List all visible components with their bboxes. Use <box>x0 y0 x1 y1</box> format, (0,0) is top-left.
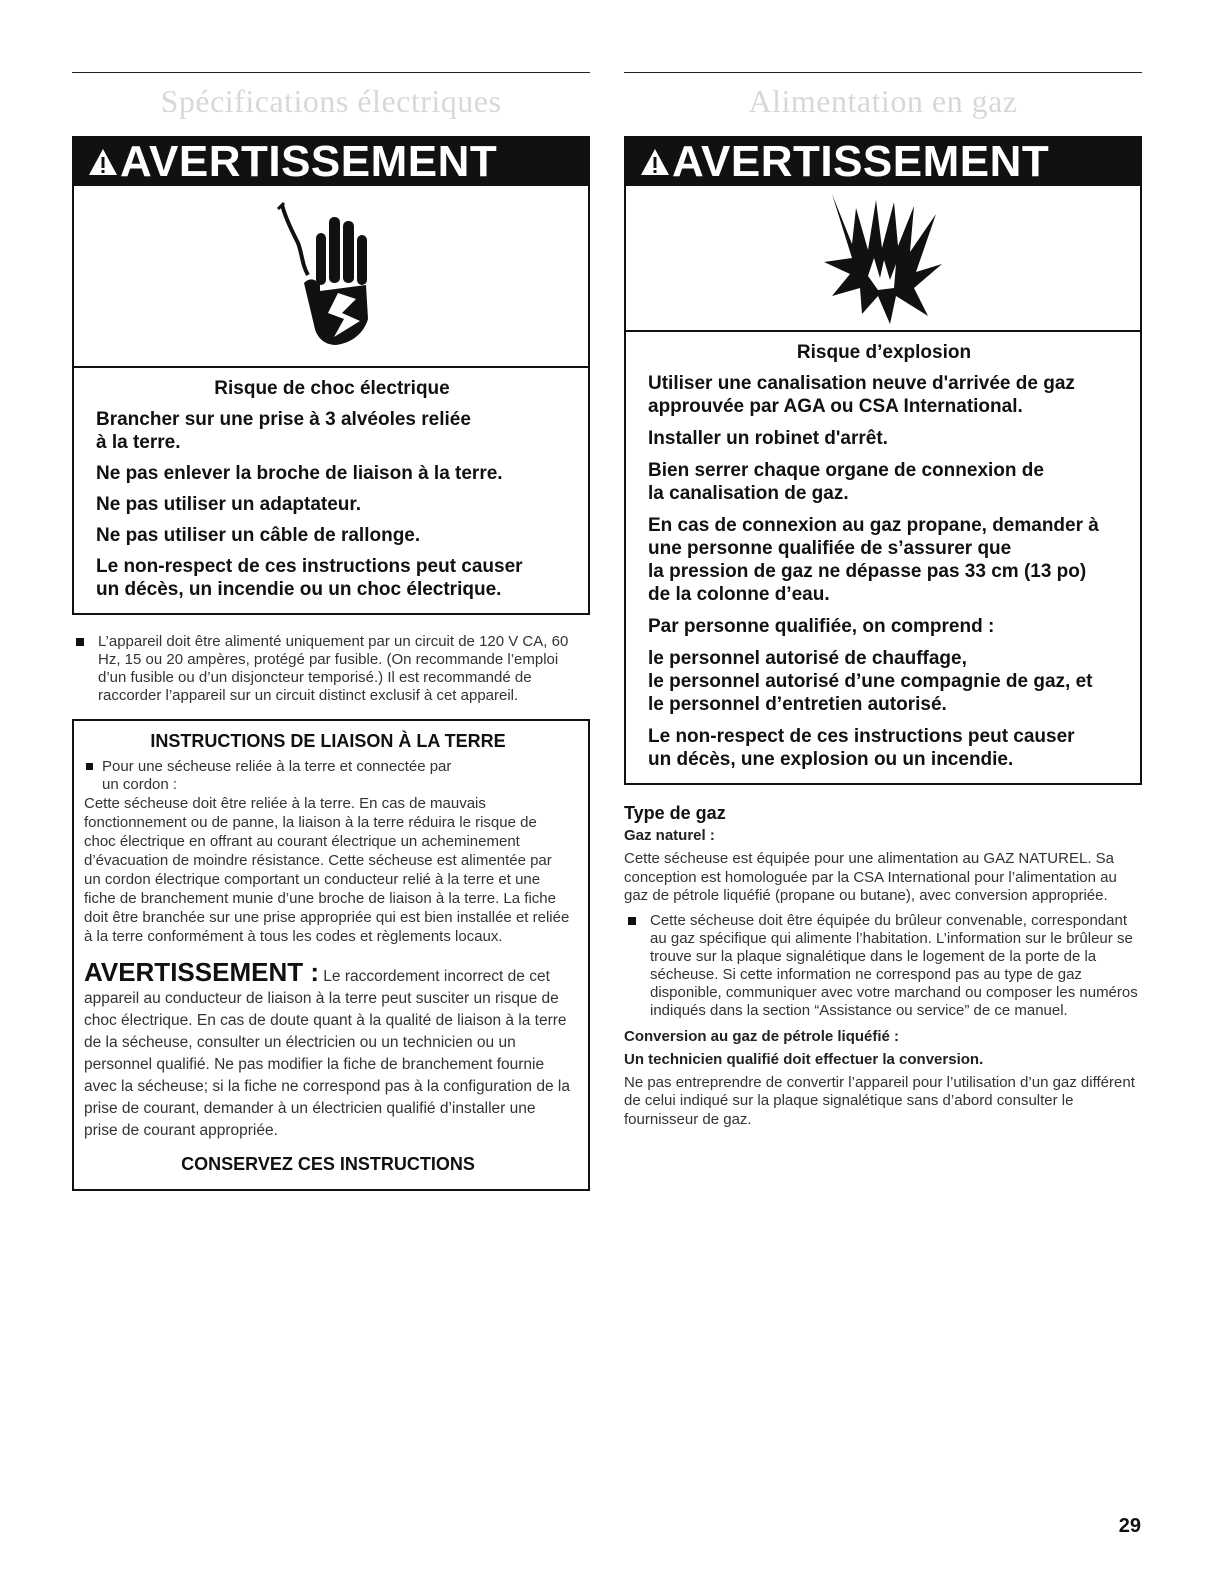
explosion-icon <box>818 188 948 328</box>
warning-line: Utiliser une canalisation neuve d'arrivée de gaz approuvée par AGA ou CSA International. <box>648 373 1075 417</box>
bullet-icon <box>76 638 84 646</box>
warning-box-electrical <box>72 136 590 615</box>
warning-line: Brancher sur une prise à 3 alvéoles reliée à la terre. <box>96 409 471 453</box>
burner-requirement-text: Cette sécheuse doit être équipée du brûleur convenable, correspondant au gaz spécifique qui alimente l’habitation. L’information sur le brûleur se trouve sur la plaque signalétique dans le logement de la porte de la sécheuse. Si cette information ne correspond pas au type de gaz disponible, communiquer avec votre marchand ou composer les numéros indiqués dans la section “Assistance ou service” de ce manuel. <box>650 911 1138 1019</box>
warning-line: Ne pas utiliser un adaptateur. <box>96 494 362 515</box>
warning-header <box>74 138 588 186</box>
warning-line: Par personne qualifiée, on comprend : <box>648 616 995 637</box>
warning-line: Ne pas enlever la broche de liaison à la terre. <box>96 463 503 484</box>
grounding-bullet <box>84 758 572 794</box>
warning-line: Ne pas utiliser un câble de rallonge. <box>96 525 421 546</box>
grounding-warning-word: AVERTISSEMENT : <box>84 957 319 987</box>
warning-line: le personnel autorisé de chauffage, le personnel autorisé d’une compagnie de gaz, et le personnel d’entretien autorisé. <box>648 648 1093 715</box>
warning-header-text: AVERTISSEMENT <box>120 137 498 186</box>
warning-header <box>626 138 1140 186</box>
electrical-requirement-item <box>72 633 590 705</box>
bullet-icon <box>628 917 636 925</box>
grounding-warning <box>84 958 572 1142</box>
warning-header-text: AVERTISSEMENT <box>672 137 1050 186</box>
burner-requirement-item <box>624 912 1142 1020</box>
warning-triangle-icon <box>88 148 118 176</box>
warning-triangle-icon <box>640 148 670 176</box>
top-rule <box>624 72 1142 73</box>
technician-required-label: Un technicien qualifié doit effectuer la conversion. <box>624 1050 984 1068</box>
page-number: 29 <box>1118 1515 1141 1537</box>
grounding-bullet-text: Pour une sécheuse reliée à la terre et connectée par un cordon : <box>102 758 452 793</box>
electrical-requirement-text: L’appareil doit être alimenté uniquement par un circuit de 120 V CA, 60 Hz, 15 ou 20 ampères, protégé par fusible. (On recommande l’emploi d’un fusible ou d’un disjoncteur temporisé.) Il est recommandé de raccorder l’appareil sur un circuit distinct exclusif à cet appareil. <box>98 633 569 704</box>
gas-type-heading: Type de gaz <box>624 803 726 823</box>
warning-line: Le non-respect de ces instructions peut causer un décès, une explosion ou un incendie. <box>648 726 1075 770</box>
warning-risk-title: Risque de choc électrique <box>214 378 450 399</box>
save-instructions-footer: CONSERVEZ CES INSTRUCTIONS <box>181 1154 475 1174</box>
bullet-icon <box>86 763 93 770</box>
conversion-paragraph: Ne pas entreprendre de convertir l’appareil pour l’utilisation d’un gaz différent de celui indiqué sur la plaque signalétique sans d’abord consulter le fournisseur de gaz. <box>624 1073 1135 1128</box>
section-title: Alimentation en gaz <box>748 83 1018 119</box>
grounding-instructions-title: INSTRUCTIONS DE LIAISON À LA TERRE <box>150 731 506 751</box>
warning-risk-title: Risque d’explosion <box>796 342 972 363</box>
lp-conversion-label: Conversion au gaz de pétrole liquéfié : <box>624 1027 900 1045</box>
warning-line: Installer un robinet d'arrêt. <box>648 428 888 449</box>
grounding-warning-text: Le raccordement incorrect de cet appareil au conducteur de liaison à la terre peut susciter un risque de choc électrique. En cas de doute quant à la qualité de liaison à la terre de la sécheuse, consulter un électricien ou un technicien ou un personnel qualifié. Ne pas modifier la fiche de branchement fournie avec la sécheuse; si la fiche ne correspond pas à la configuration de la prise de courant, demander à un électricien qualifié d’installer une prise de courant appropriée. <box>84 968 570 1139</box>
right-column <box>624 72 1142 1135</box>
warning-line: Le non-respect de ces instructions peut causer un décès, un incendie ou un choc électrique. <box>96 556 523 600</box>
natural-gas-paragraph: Cette sécheuse est équipée pour une alimentation au GAZ NATUREL. Sa conception est homologuée par la CSA International pour l’alimentation au gaz de pétrole liquéfié (propane ou butane), avec conversion appropriée. <box>624 850 1117 904</box>
top-rule <box>72 72 590 73</box>
warning-line: En cas de connexion au gaz propane, demander à une personne qualifiée de s’assurer que la pression de gaz ne dépasse pas 33 cm (13 po) de la colonne d’eau. <box>648 515 1099 605</box>
natural-gas-label: Gaz naturel : <box>624 827 715 844</box>
warning-line: Bien serrer chaque organe de connexion de la canalisation de gaz. <box>648 460 1044 504</box>
warning-box-gas <box>624 136 1142 785</box>
grounding-instructions-box <box>72 719 590 1191</box>
section-title: Spécifications électriques <box>160 83 502 119</box>
electric-shock-hand-icon <box>276 201 386 351</box>
grounding-paragraph: Cette sécheuse doit être reliée à la terre. En cas de mauvais fonctionnement ou de panne, la liaison à la terre réduira le risque de choc électrique en offrant au courant électrique un acheminement d’évacuation de moindre résistance. Cette sécheuse est alimentée par un cordon électrique comportant un conducteur relié à la terre et une fiche de branchement munie d’une broche de liaison à la terre. La fiche doit être branchée sur une prise appropriée qui est bien installée et reliée à la terre conformément à tous les codes et règlements locaux. <box>84 795 570 945</box>
left-column <box>72 72 590 1191</box>
